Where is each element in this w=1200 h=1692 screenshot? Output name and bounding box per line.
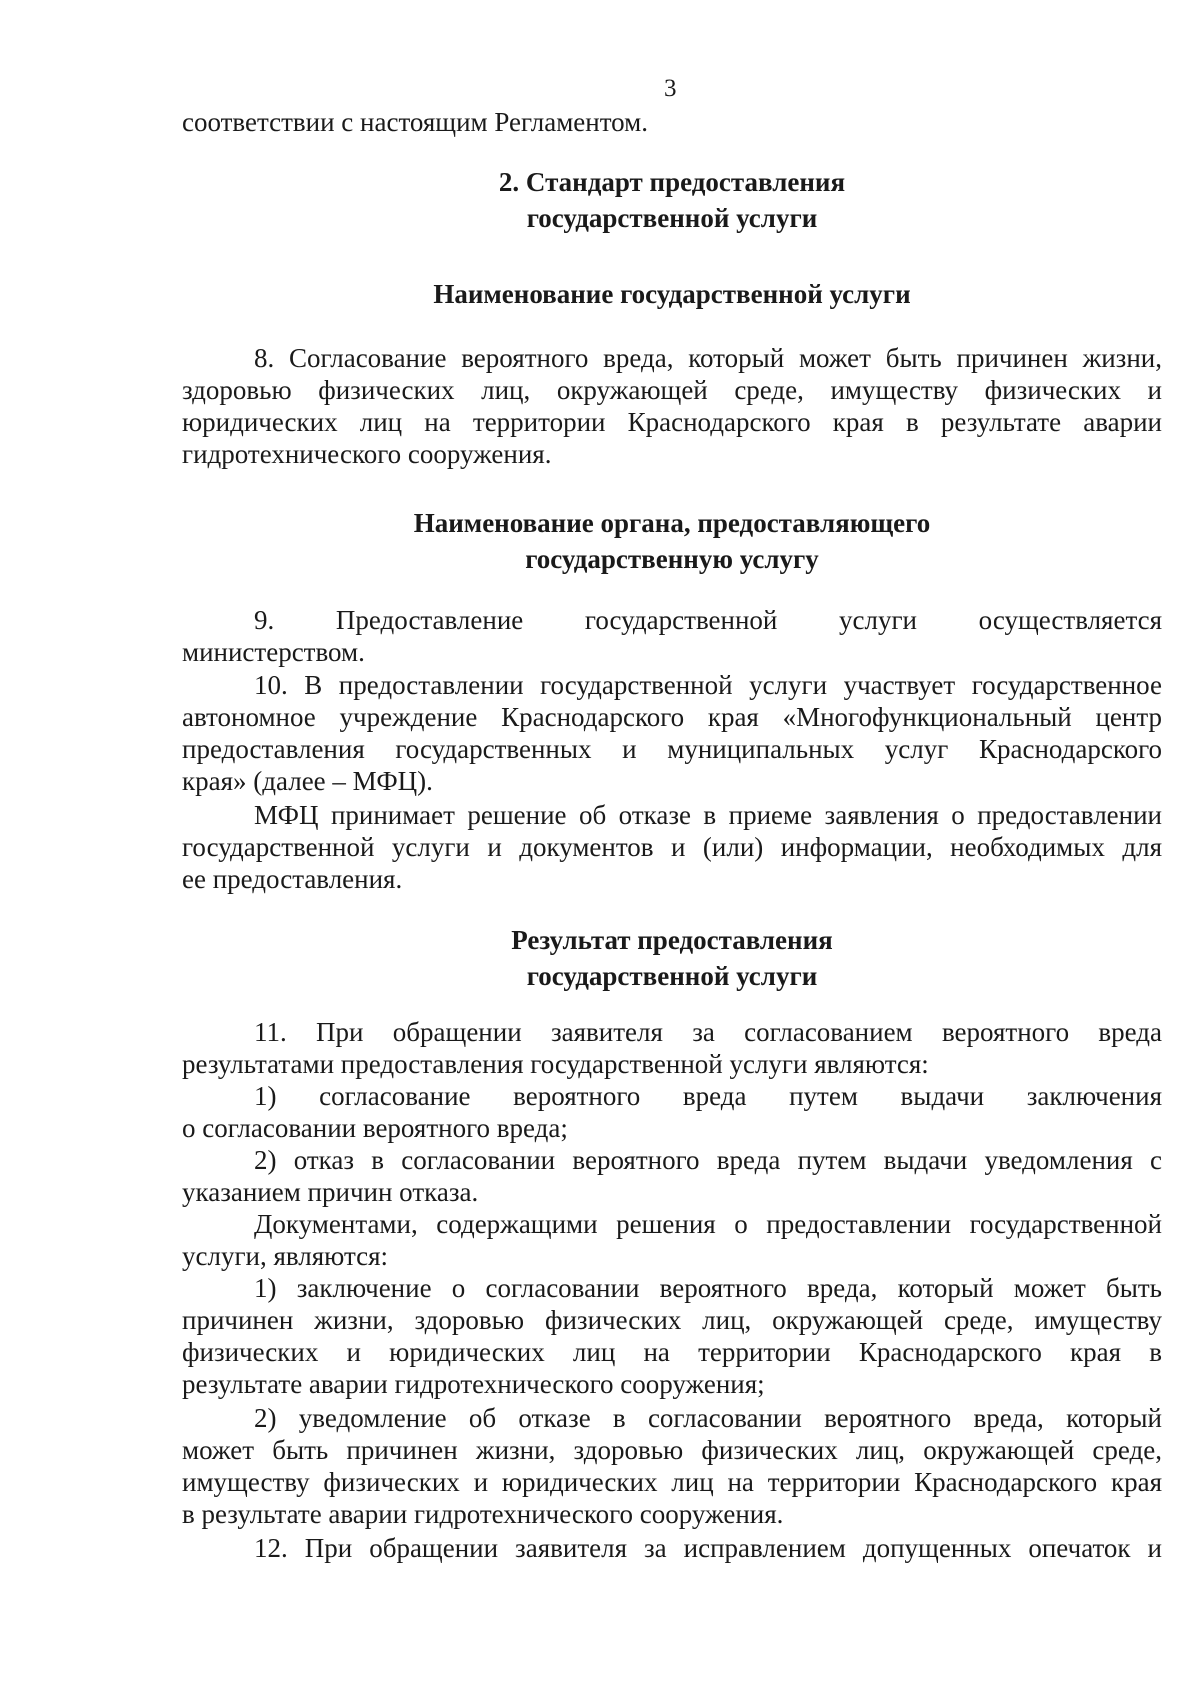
paragraph-mfc [182,799,1162,895]
intro-paragraph [182,106,1162,138]
paragraph-8-line: юридических лиц на территории Краснодарского края в результате аварии [182,407,1162,437]
heading-service-name [182,276,1162,312]
paragraph-10-line: автономное учреждение Краснодарского края «Многофункциональный центр [182,702,1162,732]
heading-service-name-line: Наименование государственной услуги [433,279,911,309]
result-item-1 [182,1080,1162,1144]
paragraph-11-line: 11. При обращении заявителя за согласованием вероятного вреда [254,1017,1162,1047]
paragraph-8-line: 8. Согласование вероятного вреда, который может быть причинен жизни, [254,343,1162,373]
section-title-line-2: государственной услуги [526,203,818,233]
document-item-2-line: имуществу физических и юридических лиц на территории Краснодарского края [182,1467,1162,1497]
paragraph-documents [182,1208,1162,1272]
section-title-line-1: 2. Стандарт предоставления [498,167,846,197]
heading-result-line-1: Результат предоставления [511,925,833,955]
paragraph-8 [182,342,1162,470]
paragraph-8-line: здоровью физических лиц, окружающей среде, имуществу физических и [182,375,1162,405]
paragraph-mfc-line: ее предоставления. [182,864,403,894]
paragraph-mfc-line: государственной услуги и документов и (или) информации, необходимых для [182,832,1162,862]
paragraph-10 [182,669,1162,797]
heading-organ [182,505,1162,577]
document-item-1-line: 1) заключение о согласовании вероятного вреда, который может быть [254,1273,1162,1303]
paragraph-11 [182,1016,1162,1080]
result-item-2 [182,1144,1162,1208]
result-item-1-line: 1) согласование вероятного вреда путем выдачи заключения [254,1081,1162,1111]
document-item-2-line: в результате аварии гидротехнического сооружения. [182,1499,784,1529]
paragraph-10-line: 10. В предоставлении государственной услуги участвует государственное [254,670,1162,700]
heading-result [182,922,1162,994]
paragraph-9-line: 9. Предоставление государственной услуги осуществляется [254,605,1162,635]
paragraph-documents-line: Документами, содержащими решения о предоставлении государственной [254,1209,1162,1239]
section-title [182,164,1162,236]
result-item-2-line: указанием причин отказа. [182,1177,479,1207]
document-item-1-line: результате аварии гидротехнического сооружения; [182,1369,765,1399]
paragraph-documents-line: услуги, являются: [182,1241,389,1271]
paragraph-9-line: министерством. [182,637,365,667]
heading-organ-line-1: Наименование органа, предоставляющего [413,508,931,538]
result-item-2-line: 2) отказ в согласовании вероятного вреда путем выдачи уведомления с [254,1145,1162,1175]
paragraph-mfc-line: МФЦ принимает решение об отказе в приеме заявления о предоставлении [254,800,1162,830]
document-item-2 [182,1402,1162,1530]
heading-organ-line-2: государственную услугу [525,544,819,574]
paragraph-8-line: гидротехнического сооружения. [182,439,552,469]
paragraph-10-line: края» (далее – МФЦ). [182,766,433,796]
intro-line: соответствии с настоящим Регламентом. [182,107,648,137]
heading-result-line-2: государственной услуги [526,961,818,991]
paragraph-9 [182,604,1162,668]
paragraph-10-line: предоставления государственных и муниципальных услуг Краснодарского [182,734,1162,764]
document-item-1 [182,1272,1162,1400]
paragraph-11-line: результатами предоставления государственной услуги являются: [182,1049,929,1079]
document-item-1-line: причинен жизни, здоровью физических лиц, окружающей среде, имуществу [182,1305,1162,1335]
result-item-1-line: о согласовании вероятного вреда; [182,1113,568,1143]
page-number: 3 [664,75,677,102]
document-item-2-line: может быть причинен жизни, здоровью физических лиц, окружающей среде, [182,1435,1162,1465]
paragraph-12-line: 12. При обращении заявителя за исправлением допущенных опечаток и [254,1533,1162,1563]
paragraph-12 [182,1532,1162,1564]
document-item-2-line: 2) уведомление об отказе в согласовании вероятного вреда, который [254,1403,1162,1433]
document-item-1-line: физических и юридических лиц на территории Краснодарского края в [182,1337,1162,1367]
